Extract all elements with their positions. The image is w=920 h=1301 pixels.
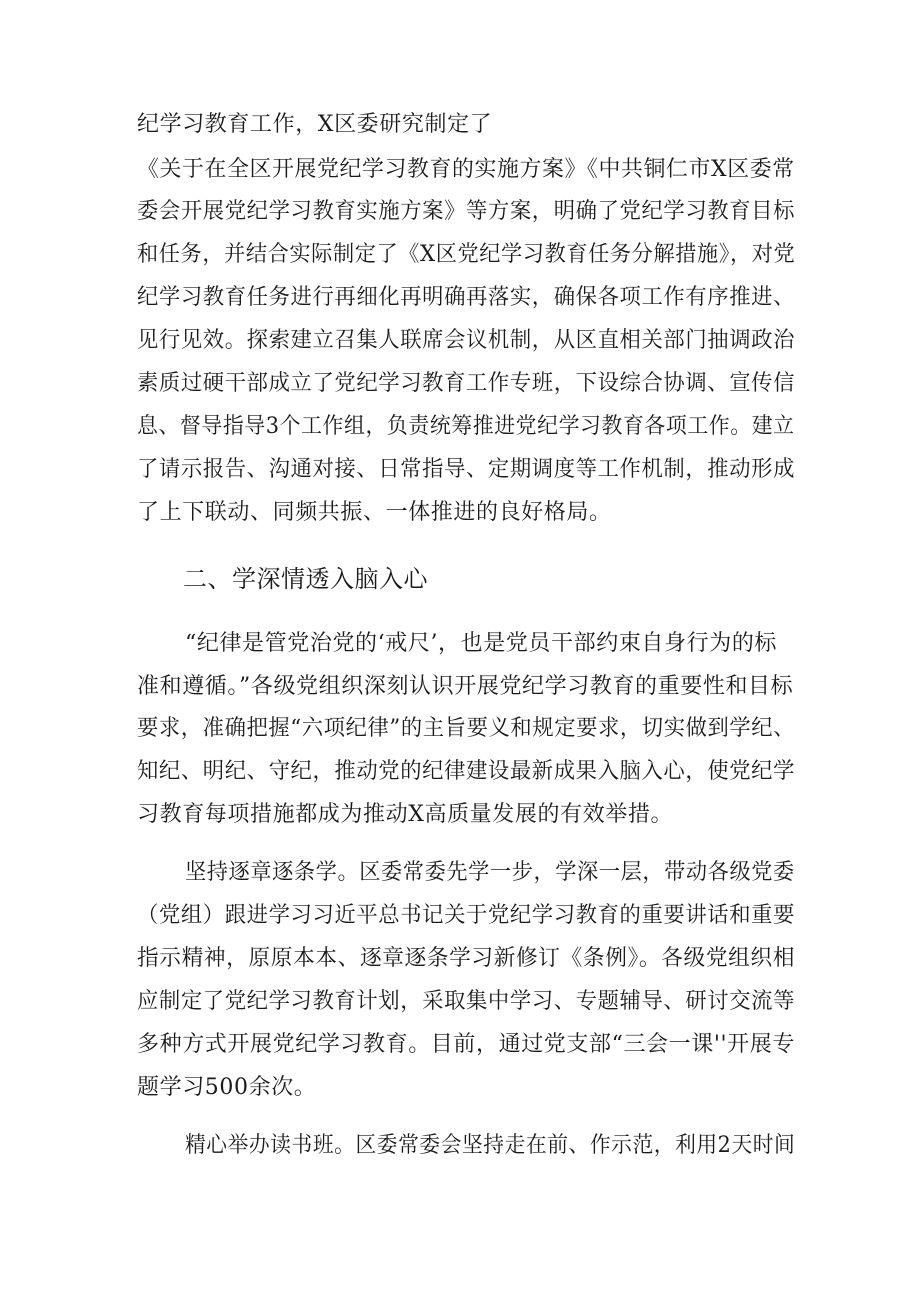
paragraph-line: 《关于在全区开展党纪学习教育的实施方案》《中共铜仁市X区委常 [137,157,795,182]
paragraph-line: 知纪、明纪、守纪，推动党的纪律建设最新成果入脑入心，使党纪学 [137,759,796,784]
paragraph-line: 精心举办读书班。区委常委会坚持走在前、作示范，利用2天时间 [185,1133,796,1158]
paragraph-line: 要求，准确把握“六项纪律”的主旨要义和规定要求，切实做到学纪、 [137,716,796,741]
paragraph-line: 坚持逐章逐条学。区委常委先学一步，学深一层，带动各级党委 [185,860,795,885]
paragraph-line: 素质过硬干部成立了党纪学习教育工作专班，下设综合协调、宣传信 [137,371,796,396]
paragraph-line: 多种方式开展党纪学习教育。目前，通过党支部“三会一课''开展专 [137,1032,795,1057]
paragraph-line: 息、督导指导3个工作组，负责统筹推进党纪学习教育各项工作。建立 [137,414,795,439]
paragraph-line: “纪律是管党治党的‘戒尺’，也是党员干部约束自身行为的标 [185,631,778,656]
paragraph-line: 了请示报告、沟通对接、日常指导、定期调度等工作机制，推动形成 [137,457,796,482]
paragraph-line: 见行见效。探索建立召集人联席会议机制，从区直相关部门抽调政治 [137,328,796,353]
paragraph-line: 指示精神，原原本本、逐章逐条学习新修订《条例》。各级党组织相 [137,946,796,971]
paragraph-line: 纪学习教育工作，X区委研究制定了 [137,112,493,137]
paragraph-line: 习教育每项措施都成为推动X高质量发展的有效举措。 [137,802,674,827]
section-heading: 二、学深情透入脑入心 [183,565,428,593]
paragraph-line: 准和遵循。”各级党组织深刻认识开展党纪学习教育的重要性和目标 [137,674,794,699]
paragraph-line: （党组）跟进学习习近平总书记关于党纪学习教育的重要讲话和重要 [137,903,796,928]
paragraph-line: 应制定了党纪学习教育计划，采取集中学习、专题辅导、研讨交流等 [137,989,796,1014]
paragraph-line: 题学习500余次。 [137,1075,317,1100]
paragraph-line: 委会开展党纪学习教育实施方案》等方案，明确了党纪学习教育目标 [137,199,796,224]
paragraph-line: 了上下联动、同频共振、一体推进的良好格局。 [137,500,612,525]
paragraph-line: 纪学习教育任务进行再细化再明确再落实，确保各项工作有序推进、 [137,285,796,310]
paragraph-line: 和任务，并结合实际制定了《X区党纪学习教育任务分解措施》，对党 [137,242,796,267]
